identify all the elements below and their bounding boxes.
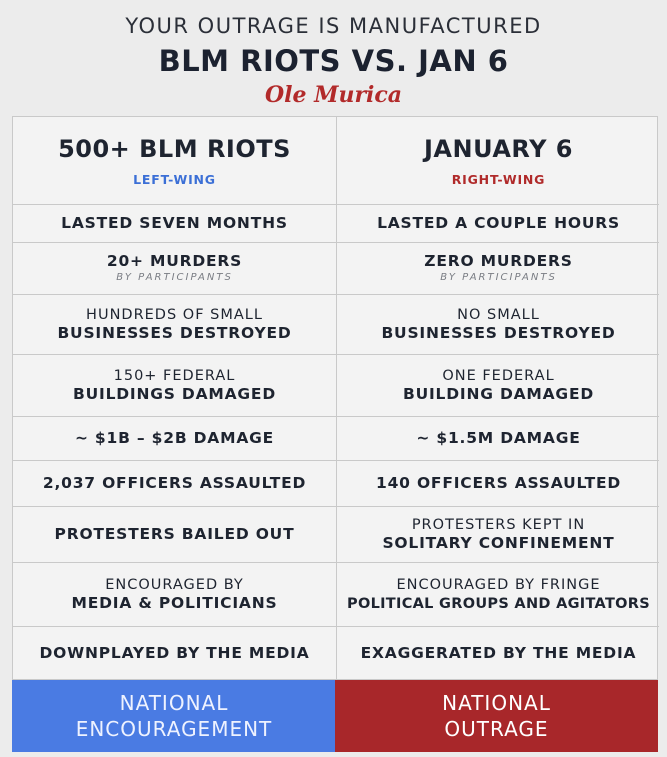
right-cell <box>337 243 660 294</box>
left-cell <box>13 417 336 460</box>
right-cell <box>337 627 660 681</box>
table-row <box>13 355 659 417</box>
footer-text: NATIONAL <box>119 691 229 715</box>
left-column-header <box>13 117 336 204</box>
cell-text: BUILDING DAMAGED <box>402 384 595 403</box>
cell-text: POLITICAL GROUPS AND AGITATORS <box>347 595 650 612</box>
table-row <box>13 205 659 243</box>
cell-subtext: BY PARTICIPANTS <box>116 272 233 284</box>
table-row <box>13 507 659 563</box>
right-cell <box>337 417 660 460</box>
footer-text: ENCOURAGEMENT <box>75 717 273 741</box>
cell-text: LASTED A COUPLE HOURS <box>377 213 620 232</box>
cell-text: ENCOURAGED BY FRINGE <box>396 577 601 594</box>
cell-text: ONE FEDERAL <box>442 367 555 384</box>
comparison-table <box>12 116 658 680</box>
table-row <box>13 461 659 507</box>
cell-text: NO SMALL <box>457 306 540 323</box>
footer-text: NATIONAL <box>442 691 551 715</box>
table-row <box>13 563 659 627</box>
cell-text: 150+ FEDERAL <box>113 367 236 384</box>
national-encouragement-banner <box>12 680 336 752</box>
right-wing-label: RIGHT-WING <box>451 171 546 187</box>
left-cell <box>13 627 336 681</box>
cell-text: 140 OFFICERS ASSAULTED <box>376 473 621 492</box>
left-cell <box>13 507 336 562</box>
cell-text: BUILDINGS DAMAGED <box>73 384 276 403</box>
cell-text: 2,037 OFFICERS ASSAULTED <box>42 473 307 492</box>
table-row <box>13 243 659 295</box>
left-cell <box>13 295 336 354</box>
cell-text: LASTED SEVEN MONTHS <box>61 213 288 232</box>
cell-text: BUSINESSES DESTROYED <box>381 323 616 342</box>
cell-text: ~ $1.5M DAMAGE <box>416 428 581 447</box>
cell-text: ENCOURAGED BY <box>105 576 244 593</box>
page-title: BLM RIOTS VS. JAN 6 <box>158 44 509 78</box>
national-outrage-banner <box>335 680 658 752</box>
left-cell <box>13 205 336 242</box>
left-cell <box>13 243 336 294</box>
right-cell <box>337 205 660 242</box>
cell-subtext: BY PARTICIPANTS <box>440 272 557 284</box>
cell-text: PROTESTERS KEPT IN <box>411 516 586 533</box>
column-header-row <box>13 117 659 205</box>
header <box>0 0 667 116</box>
cell-text: ~ $1B – $2B DAMAGE <box>74 428 275 447</box>
right-cell <box>337 461 660 506</box>
left-column-title: 500+ BLM RIOTS <box>58 134 291 163</box>
cell-text: 20+ MURDERS <box>106 252 243 271</box>
footer-text: OUTRAGE <box>444 717 549 741</box>
tagline: YOUR OUTRAGE IS MANUFACTURED <box>125 14 542 38</box>
left-cell <box>13 563 336 626</box>
right-cell <box>337 295 660 354</box>
cell-text: SOLITARY CONFINEMENT <box>382 533 615 552</box>
cell-text: BUSINESSES DESTROYED <box>57 323 292 342</box>
cell-text: ZERO MURDERS <box>424 252 573 271</box>
ole-murica-logo: Ole Murica <box>264 82 403 108</box>
cell-text: MEDIA & POLITICIANS <box>71 593 278 612</box>
table-row <box>13 295 659 355</box>
left-wing-label: LEFT-WING <box>133 171 216 187</box>
right-cell <box>337 563 660 626</box>
right-column-header <box>337 117 660 204</box>
table-row <box>13 627 659 681</box>
left-cell <box>13 355 336 416</box>
right-column-title: JANUARY 6 <box>423 134 573 163</box>
cell-text: EXAGGERATED BY THE MEDIA <box>360 644 637 663</box>
right-cell <box>337 507 660 562</box>
cell-text: HUNDREDS OF SMALL <box>86 306 263 323</box>
table-row <box>13 417 659 461</box>
right-cell <box>337 355 660 416</box>
left-cell <box>13 461 336 506</box>
cell-text: DOWNPLAYED BY THE MEDIA <box>39 644 310 663</box>
cell-text: PROTESTERS BAILED OUT <box>54 524 295 543</box>
